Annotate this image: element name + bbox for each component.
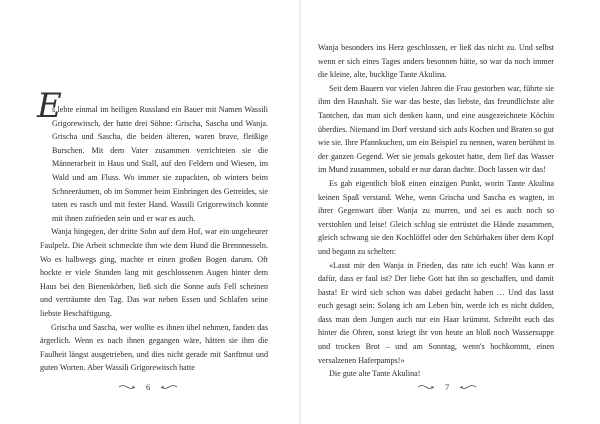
page-footer — [118, 382, 178, 392]
flourish-right-icon — [160, 384, 178, 390]
opening-line: s lebte einmal im heiligen Russland ein Bauer mit Namen — [52, 105, 243, 114]
left-page-text — [37, 86, 268, 375]
flourish-left-icon — [118, 384, 136, 390]
paragraph: Wanja hingegen, der dritte Sohn auf dem Hof, war ein ungeheurer Faulpelz. Die Arbeit schmeckte ihm wie dem Hund die Brennnesseln. Wo es halbwegs ging, machte er einen großen Bogen darum. Oft hockte er viele Stunden lang mit geschlossenen Augen hinter dem Haus bei den Bienenkörben, ließ sich die Sonne aufs Fell scheinen und verträumte den Tag. Das war neben Essen und Schlafen seine liebste Beschäftigung. — [40, 227, 268, 318]
page-footer — [417, 382, 477, 392]
paragraph: Die gute alte Tante Akulina! — [329, 369, 421, 379]
opening-paragraph — [37, 86, 268, 225]
paragraph: Wanja besonders ins Herz geschlossen, er ließ das nicht zu. Und selbst wenn er sich eines Tages anders besonnen hätte, so war da noch immer die kleine, alte, bucklige Tante Akulina. — [318, 43, 554, 80]
flourish-right-icon — [459, 384, 477, 390]
paragraph: «Lasst mir den Wanja in Frieden, das rate ich euch! Was kann er dafür, dass er faul ist? Der liebe Gott hat ihn so geschaffen, und damit basta! Er wird sich schon was dabei gedacht haben … Und das lasst euch gesagt sein: Solang ich am Leben bin, werde ich es nicht dulden, dass man dem Jungen auch nur ein Haar krümmt. Schreibt euch das hinter die Ohren, sonst kriegt ihr von heute an bloß noch Wassersuppe und trocken Brot – und am Sonntag, wenn's hochkommt, einen versalzenen Haferpamps!» — [318, 260, 554, 365]
paragraph: Seit dem Bauern vor vielen Jahren die Frau gestorben war, führte sie ihm den Haushalt. Sie war das beste, das liebste, das freundlichste alte Tantchen, das man sich denken kann, und eine ausgezeichnete Köchin überdies. Niemand im Dorf verstand sich aufs Kochen und Braten so gut wie sie. Ihre Pfannkuchen, um ein Beispiel zu nennen, waren berühmt in der ganzen Gegend. Wer sie jemals gekostet hatte, dem lief das Wasser im Mund zusammen, sobald er nur daran dachte. Doch lassen wir das! — [318, 83, 554, 175]
page-number: 7 — [445, 382, 450, 392]
paragraph: Grischa und Sascha, wer wollte es ihnen übel nehmen, fanden das ärgerlich. Wenn es nach ihnen gegangen wäre, hätten sie ihm die Faulheit längst ausgetrieben, und dies nicht gerade mit Sanftmut und guten Worten. Aber Wassili Grigorewitsch hatte — [40, 322, 268, 373]
paragraph: Es gab eigentlich bloß einen einzigen Punkt, worin Tante Akulina keinen Spaß verstand. Wehe, wenn Grischa und Sascha es wagten, in ihrer Gegenwart über Wanja zu murren, und sei es auch noch so verstohlen und leise! Gleich schlug sie entrüstet die Hände zusammen, gleich schwang sie den Kochlöffel oder den Schürhaken über dem Kopf und begann zu schelten: — [318, 178, 554, 256]
opening-rest: Wassili Grigorewitsch, der hatte drei Söhne: Grischa, Sascha und Wanja. Grischa und Sascha, die beiden älteren, waren brave, fleißige Burschen. Mit dem Vater zusammen verrichteten sie die Männerarbeit in Haus und Stall, auf den Feldern und Wiesen, im Wald und am Fluss. Wo immer sie zupackten, ob winters beim Schneeräumen, ob im Sommer beim Einbringen des Getreides, sie taten es rasch und mit fester Hand. Wassili Grigorewitsch konnte mit ihnen zufrieden sein und er war es auch. — [52, 105, 268, 223]
page-number: 6 — [146, 382, 151, 392]
flourish-left-icon — [417, 384, 435, 390]
right-page-text — [318, 41, 554, 381]
drop-cap: E — [37, 86, 62, 126]
